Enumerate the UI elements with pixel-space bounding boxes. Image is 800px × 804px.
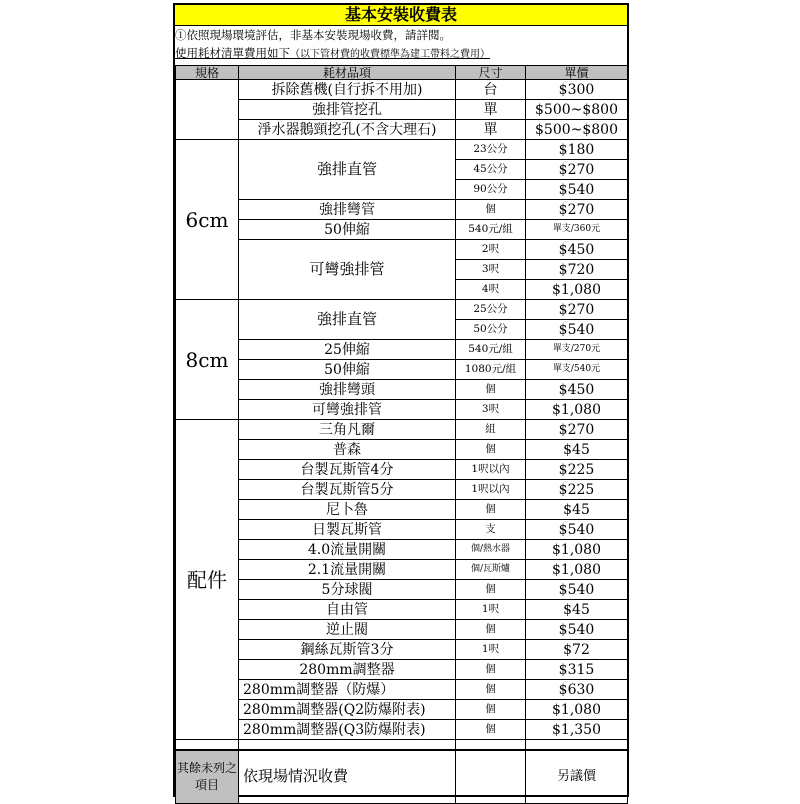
price-cell: $45 (526, 500, 628, 520)
size-cell: 2呎 (456, 240, 526, 260)
size-cell: 單 (456, 120, 526, 140)
price-cell: $300 (526, 80, 628, 100)
spacer-cell (526, 740, 628, 750)
table-row (176, 420, 628, 440)
size-cell: 單 (456, 100, 526, 120)
size-cell: 3呎 (456, 400, 526, 420)
size-cell: 個 (456, 680, 526, 700)
price-cell: $540 (526, 320, 628, 340)
price-cell: $45 (526, 440, 628, 460)
price-cell: $180 (526, 140, 628, 160)
table-row (176, 140, 628, 160)
item-cell: 280mm調整器(Q2防爆附表) (239, 700, 456, 720)
size-cell: 個 (456, 720, 526, 740)
price-cell: $500~$800 (526, 120, 628, 140)
price-cell: $450 (526, 380, 628, 400)
price-cell: $1,080 (526, 560, 628, 580)
size-cell: 個 (456, 620, 526, 640)
item-cell: 強排管挖孔 (239, 100, 456, 120)
price-cell: $540 (526, 620, 628, 640)
price-cell: $1,080 (526, 700, 628, 720)
spacer-cell (239, 740, 456, 750)
table-row (176, 300, 628, 320)
item-cell: 鋼絲瓦斯管3分 (239, 640, 456, 660)
price-cell: $315 (526, 660, 628, 680)
size-cell: 個 (456, 200, 526, 220)
size-cell: 90公分 (456, 180, 526, 200)
item-cell: 50伸縮 (239, 360, 456, 380)
price-cell: $630 (526, 680, 628, 700)
size-cell: 個/熱水器 (456, 540, 526, 560)
price-cell: $1,350 (526, 720, 628, 740)
size-cell: 個/瓦斯爐 (456, 560, 526, 580)
size-cell: 3呎 (456, 260, 526, 280)
table-row (176, 380, 628, 400)
price-cell: $225 (526, 460, 628, 480)
price-cell: 單支/270元 (526, 340, 628, 360)
size-cell: 540元/組 (456, 340, 526, 360)
size-cell: 1080元/組 (456, 360, 526, 380)
price-cell: $225 (526, 480, 628, 500)
item-cell: 強排彎頭 (239, 380, 456, 400)
header-item: 耗材品項 (239, 66, 456, 80)
item-cell: 強排直管 (239, 300, 456, 340)
category-other: 其餘未列之項目 (176, 750, 239, 804)
note-consumables-sub: （以下管材費的收費標準為建工帶料之費用） (290, 49, 490, 60)
price-cell: $270 (526, 300, 628, 320)
table-row-other (176, 750, 628, 804)
size-cell: 台 (456, 80, 526, 100)
item-cell: 普森 (239, 440, 456, 460)
item-cell: 拆除舊機(自行拆不用加) (239, 80, 456, 100)
size-cell: 個 (456, 660, 526, 680)
page-title: 基本安裝收費表 (175, 5, 627, 26)
size-cell: 25公分 (456, 300, 526, 320)
table-row (176, 660, 628, 680)
table-row (176, 340, 628, 360)
size-cell: 個 (456, 500, 526, 520)
table-row (176, 400, 628, 420)
note-consumables-main: 使用耗材清單費用如下 (175, 46, 290, 60)
price-cell: $45 (526, 600, 628, 620)
category-parts: 配件 (176, 420, 239, 740)
price-cell: $540 (526, 180, 628, 200)
size-cell: 45公分 (456, 160, 526, 180)
price-cell: $1,080 (526, 280, 628, 300)
table-row (176, 700, 628, 720)
spacer-cell (176, 740, 239, 750)
table-row (176, 100, 628, 120)
table-header-row (176, 66, 628, 80)
price-cell: $1,080 (526, 540, 628, 560)
price-cell: $540 (526, 580, 628, 600)
size-cell: 個 (456, 580, 526, 600)
item-cell: 尼卜魯 (239, 500, 456, 520)
table-row (176, 520, 628, 540)
general-spec-cell (176, 80, 239, 140)
header-size: 尺寸 (456, 66, 526, 80)
size-cell: 個 (456, 380, 526, 400)
table-row (176, 80, 628, 100)
item-cell: 280mm調整器（防爆） (239, 680, 456, 700)
category-6cm: 6cm (176, 140, 239, 300)
size-cell: 23公分 (456, 140, 526, 160)
table-row (176, 640, 628, 660)
item-cell: 可彎強排管 (239, 240, 456, 300)
item-cell: 強排直管 (239, 140, 456, 200)
size-cell: 組 (456, 420, 526, 440)
size-cell: 個 (456, 440, 526, 460)
table-row (176, 120, 628, 140)
item-cell: 4.0流量開關 (239, 540, 456, 560)
table-row (176, 560, 628, 580)
item-cell: 50伸縮 (239, 220, 456, 240)
size-cell: 1呎 (456, 640, 526, 660)
table-row (176, 200, 628, 220)
price-cell: $72 (526, 640, 628, 660)
category-8cm: 8cm (176, 300, 239, 420)
price-cell: $500~$800 (526, 100, 628, 120)
table-row (176, 720, 628, 740)
spacer-row (176, 740, 628, 750)
table-row (176, 240, 628, 260)
item-cell: 25伸縮 (239, 340, 456, 360)
price-cell: $540 (526, 520, 628, 540)
installation-fee-table (175, 65, 628, 804)
size-cell: 1呎 (456, 600, 526, 620)
header-spec: 規格 (176, 66, 239, 80)
size-cell: 50公分 (456, 320, 526, 340)
item-cell: 逆止閥 (239, 620, 456, 640)
size-cell: 支 (456, 520, 526, 540)
table-row (176, 360, 628, 380)
table-row (176, 580, 628, 600)
price-cell: $1,080 (526, 400, 628, 420)
price-cell: 另議價 (526, 750, 628, 804)
header-price: 單價 (526, 66, 628, 80)
table-row (176, 480, 628, 500)
size-cell: 540元/組 (456, 220, 526, 240)
item-cell: 台製瓦斯管5分 (239, 480, 456, 500)
table-row (176, 600, 628, 620)
item-cell: 日製瓦斯管 (239, 520, 456, 540)
spacer-cell (456, 740, 526, 750)
table-row (176, 460, 628, 480)
table-row (176, 220, 628, 240)
table-row (176, 620, 628, 640)
item-cell: 2.1流量開關 (239, 560, 456, 580)
price-cell: $270 (526, 160, 628, 180)
price-cell: 單支/360元 (526, 220, 628, 240)
item-cell: 280mm調整器(Q3防爆附表) (239, 720, 456, 740)
price-cell: 單支/540元 (526, 360, 628, 380)
item-cell: 淨水器鵝頸挖孔(不含大理石) (239, 120, 456, 140)
note-on-site-assessment: ①依照現場環境評估，非基本安裝現場收費，請詳閱。 (175, 28, 451, 42)
item-cell: 可彎強排管 (239, 400, 456, 420)
item-cell: 280mm調整器 (239, 660, 456, 680)
table-row (176, 540, 628, 560)
size-cell: 1呎以內 (456, 460, 526, 480)
size-cell: 個 (456, 700, 526, 720)
item-cell: 強排彎管 (239, 200, 456, 220)
price-cell: $270 (526, 200, 628, 220)
size-cell: 1呎以內 (456, 480, 526, 500)
item-cell: 台製瓦斯管4分 (239, 460, 456, 480)
size-cell (456, 750, 526, 804)
price-cell: $720 (526, 260, 628, 280)
item-cell: 三角凡爾 (239, 420, 456, 440)
price-cell: $450 (526, 240, 628, 260)
note-consumables (175, 44, 490, 62)
table-row (176, 680, 628, 700)
table-row (176, 440, 628, 460)
item-cell: 5分球閥 (239, 580, 456, 600)
item-cell: 自由管 (239, 600, 456, 620)
price-cell: $270 (526, 420, 628, 440)
table-row (176, 500, 628, 520)
item-cell: 依現場情況收費 (239, 750, 456, 804)
size-cell: 4呎 (456, 280, 526, 300)
